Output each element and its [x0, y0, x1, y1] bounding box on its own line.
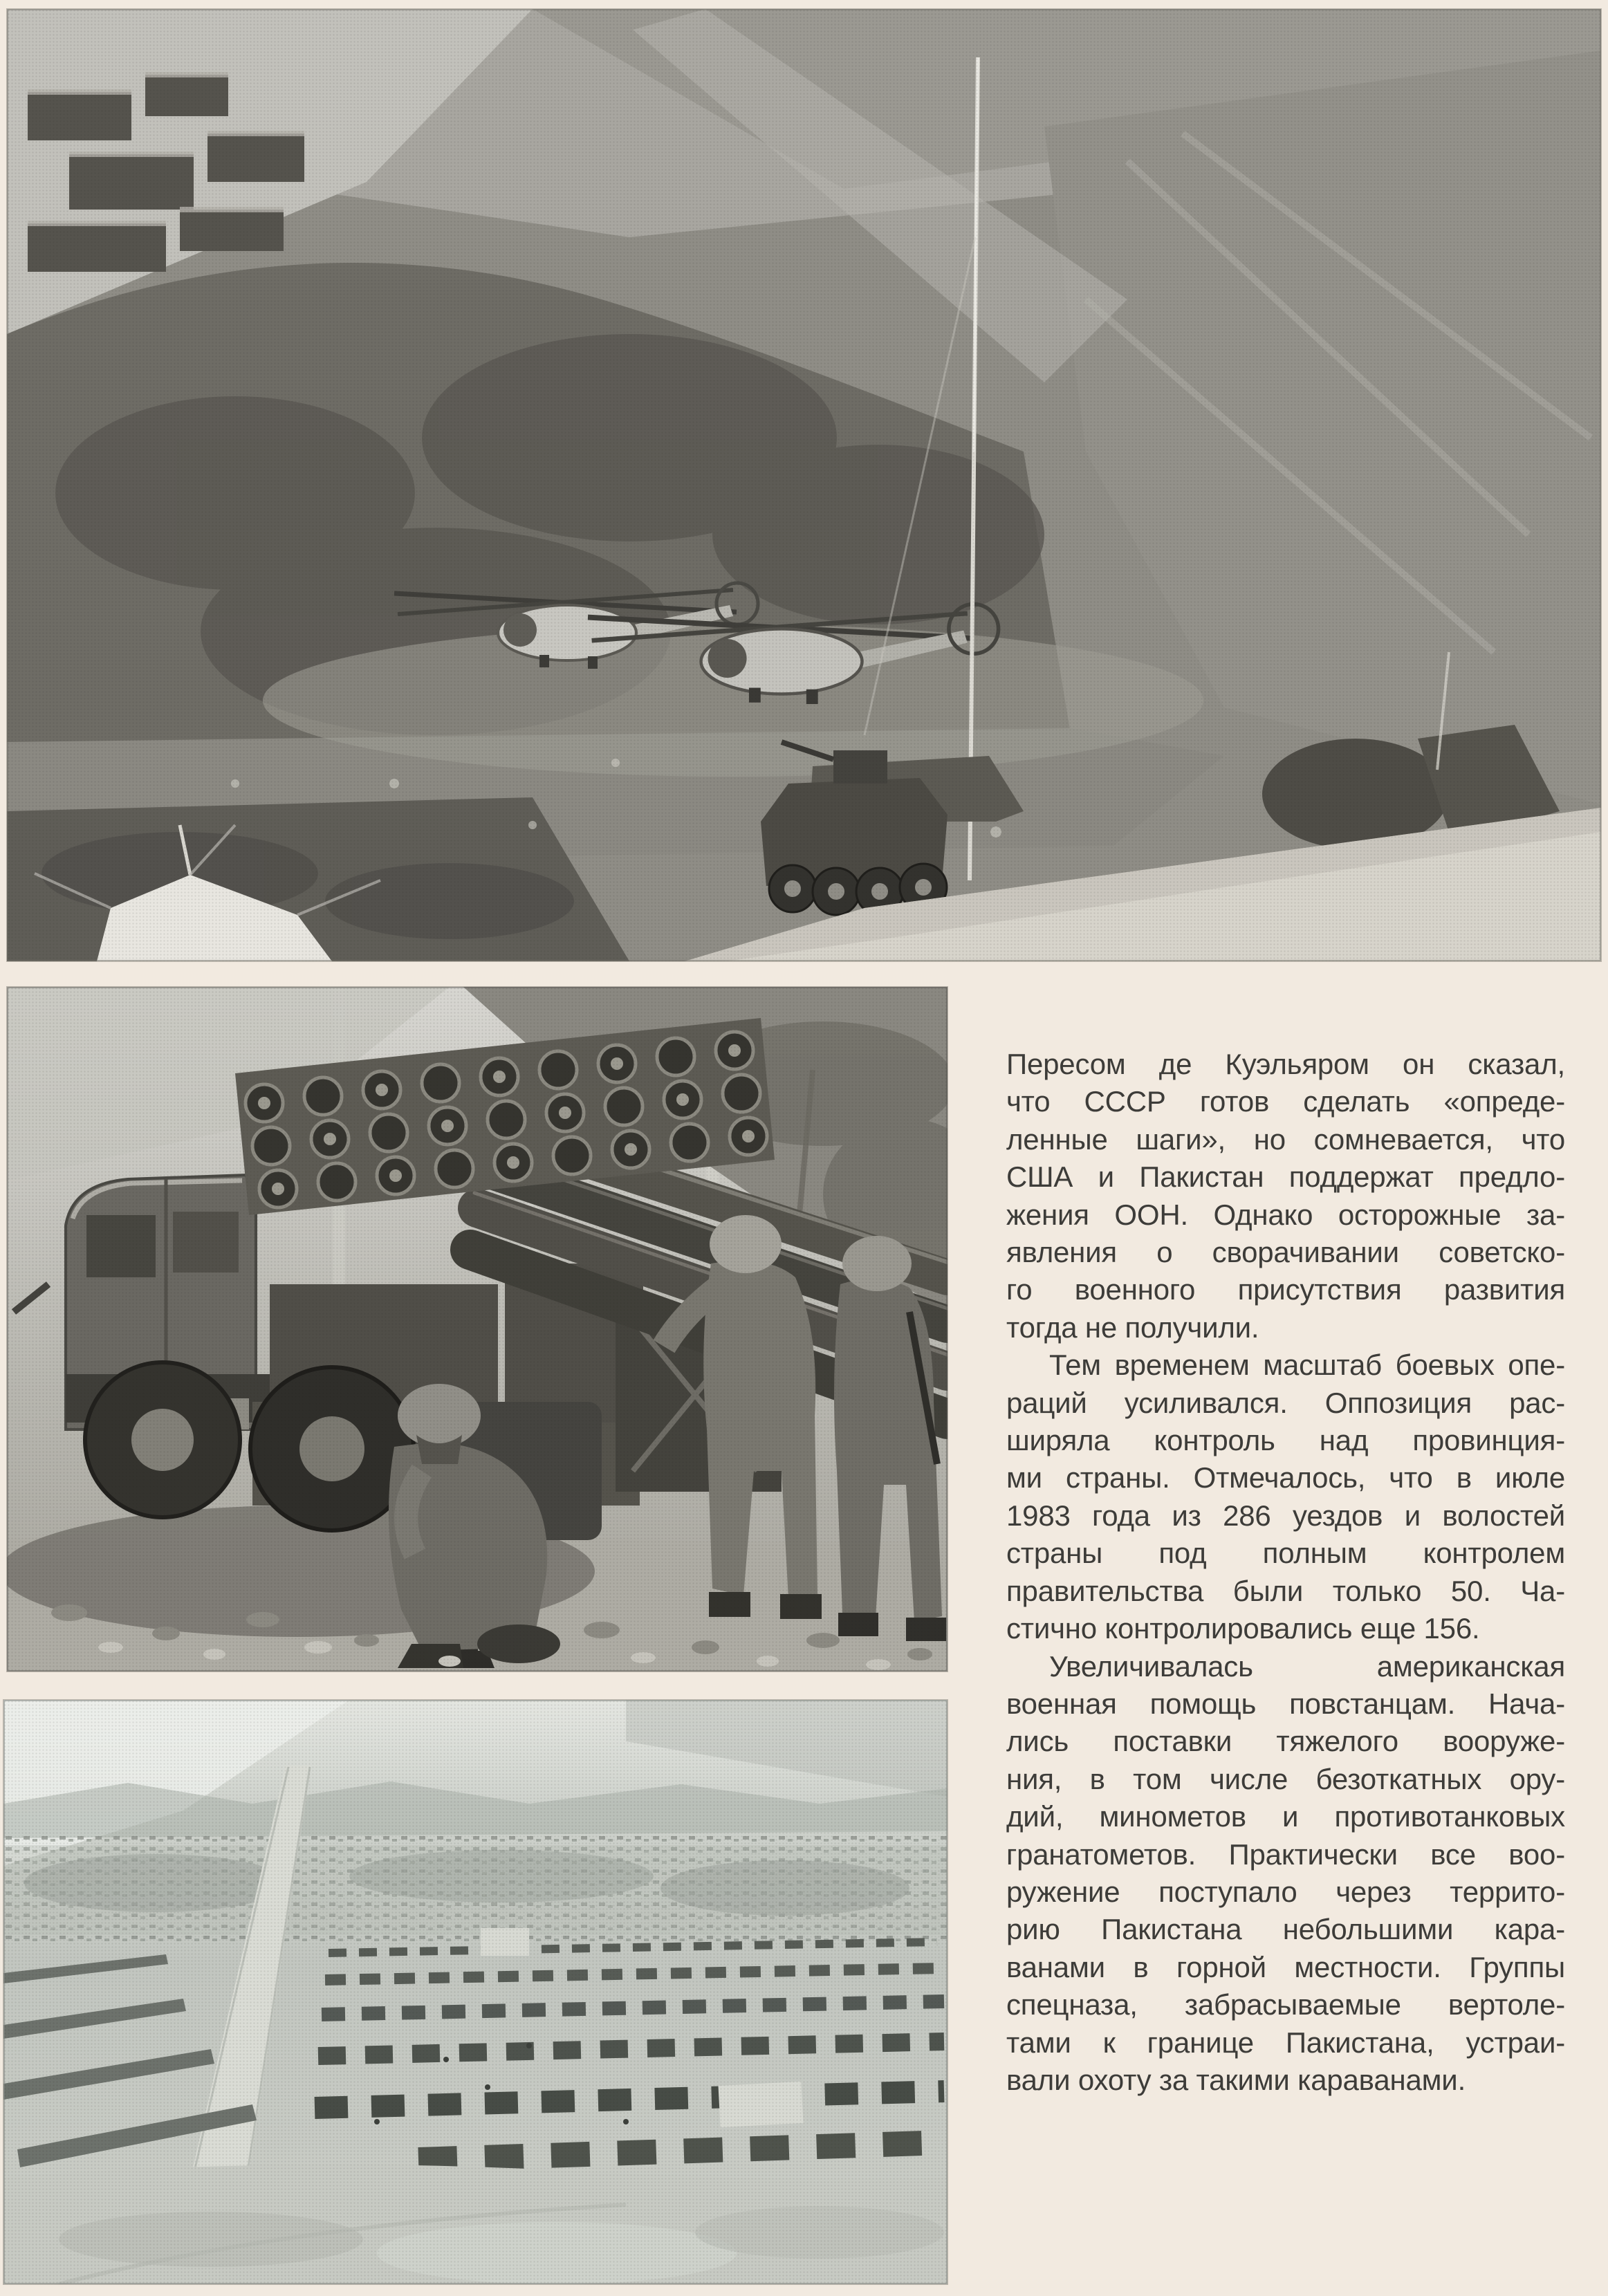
- text-line: Тем временем масштаб боевых опе-: [1049, 1349, 1565, 1382]
- text-line: дий, минометов и противотанковых: [1006, 1800, 1565, 1833]
- light-tent: [481, 1928, 529, 1956]
- text-line: ванами в горной местности. Группы: [1006, 1950, 1565, 1983]
- text-line: ленные шаги», но сомневается, что: [1006, 1122, 1565, 1156]
- photo-military-camp-aerial: [3, 1700, 948, 2284]
- text-line: тогда не получили.: [1006, 1311, 1259, 1344]
- article-text-column: [1006, 1046, 1565, 2099]
- paragraph-1: [1006, 1046, 1565, 1346]
- text-line: военная помощь повстанцам. Нача-: [1006, 1687, 1565, 1720]
- text-line: явления о сворачивании советско-: [1006, 1236, 1565, 1269]
- text-line: тами к границе Пакистана, устраи-: [1006, 2026, 1565, 2059]
- text-line: ружение поступало через террито-: [1006, 1875, 1565, 1908]
- text-line: лись поставки тяжелого вооруже-: [1006, 1725, 1565, 1758]
- photo-bottom-illustration: [3, 1700, 948, 2284]
- text-line: США и Пакистан поддержат предло-: [1006, 1160, 1565, 1194]
- text-line: го военного присутствия развития: [1006, 1273, 1565, 1306]
- text-line: рию Пакистана небольшими кара-: [1006, 1913, 1565, 1946]
- text-line: правительства были только 50. Ча-: [1006, 1574, 1565, 1607]
- text-line: Увеличивалась американская: [1049, 1649, 1565, 1683]
- text-line: раций усиливался. Оппозиция рас-: [1006, 1386, 1565, 1419]
- text-line: ния, в том числе безоткатных ору-: [1006, 1762, 1565, 1795]
- paragraph-3: [1006, 1648, 1565, 2100]
- text-line: страны под полным контролем: [1006, 1537, 1565, 1570]
- text-line: стично контролировались еще 156.: [1006, 1612, 1480, 1645]
- text-line: Пересом де Куэльяром он сказал,: [1006, 1048, 1565, 1080]
- photo-helicopter-landing-zone: [7, 9, 1601, 961]
- text-line: что СССР готов сделать «опреде-: [1006, 1085, 1565, 1118]
- text-line: жения ООН. Однако осторожные за-: [1006, 1198, 1565, 1231]
- text-line: вали охоту за такими караванами.: [1006, 2063, 1466, 2096]
- light-truck: [719, 2082, 804, 2127]
- photo-top-illustration: [7, 9, 1601, 961]
- text-line: 1983 года из 286 уездов и волостей: [1006, 1499, 1565, 1532]
- text-line: ми страны. Отмечалось, что в июле: [1006, 1461, 1565, 1494]
- photo-middle-illustration: [7, 987, 948, 1672]
- distant-city: [3, 1831, 948, 1942]
- foreground-field: [3, 2165, 948, 2284]
- text-line: гранатометов. Практически все воо-: [1006, 1837, 1565, 1871]
- photo-grad-launcher: [7, 987, 948, 1672]
- text-line: ширяла контроль над провинция-: [1006, 1424, 1565, 1457]
- paragraph-2: [1006, 1346, 1565, 1647]
- text-line: спецназа, забрасываемые вертоле-: [1006, 1988, 1565, 2021]
